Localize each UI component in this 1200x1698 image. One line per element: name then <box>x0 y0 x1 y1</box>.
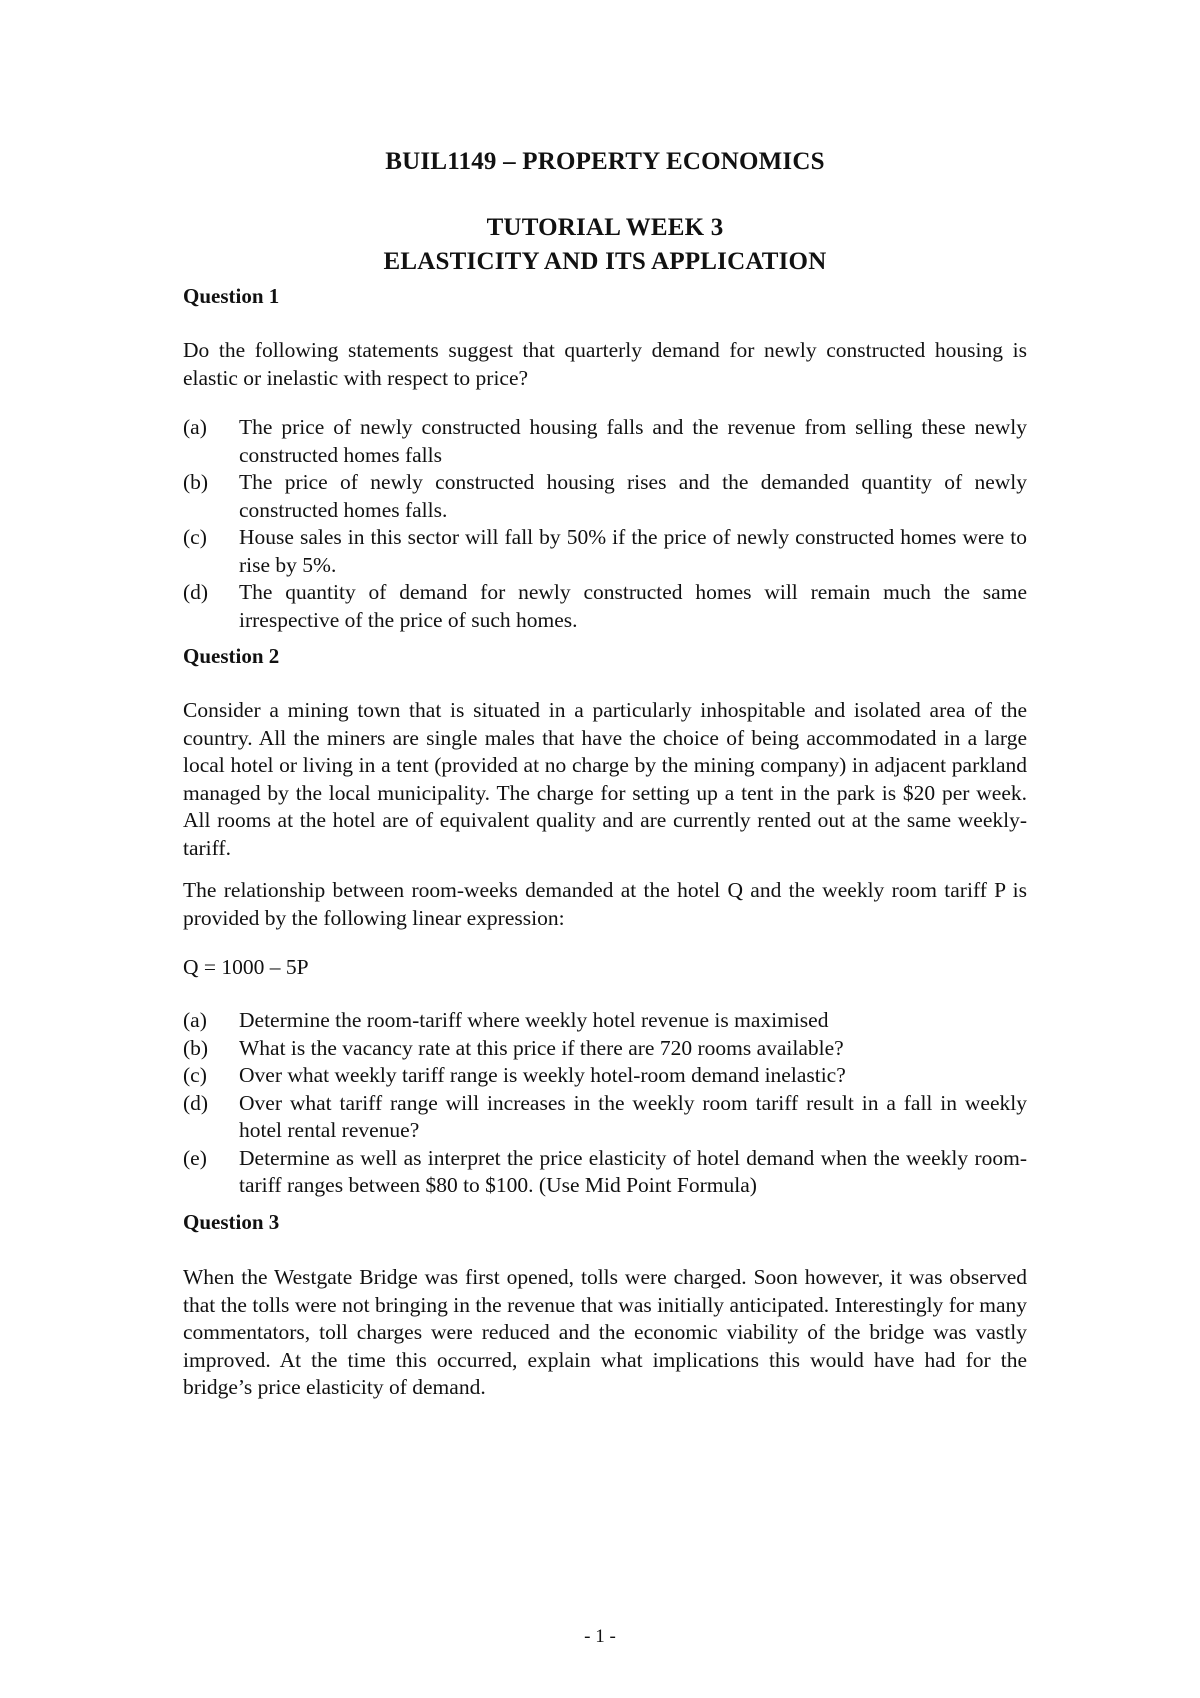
list-item <box>183 469 1027 524</box>
question-2-relationship: The relationship between room-weeks demanded at the hotel Q and the weekly room tariff P is provided by the following linear expression: <box>183 878 1027 930</box>
list-item <box>183 1090 1027 1145</box>
item-text: Determine the room-tariff where weekly hotel revenue is maximised <box>239 1008 829 1032</box>
list-item <box>183 524 1027 579</box>
item-label: (b) <box>183 1035 209 1060</box>
item-text: Over what tariff range will increases in the weekly room tariff result in a fall in weekly hotel rental revenue? <box>239 1090 1027 1142</box>
list-item <box>183 1062 1027 1090</box>
question-1-intro: Do the following statements suggest that quarterly demand for newly constructed housing is elastic or inelastic with respect to price? <box>183 338 1027 390</box>
list-item <box>183 1035 1027 1063</box>
list-item <box>183 1007 1027 1035</box>
item-label: (a) <box>183 415 207 439</box>
question-3-text: When the Westgate Bridge was first opened, tolls were charged. Soon however, it was observed that the tolls were not bringing in the revenue that was initially anticipated. Interestingly for many commentators, toll charges were reduced and the economic viability of the bridge was vastly improved. At the time this occurred, explain what implications this would have had for the bridge’s price elasticity of demand. <box>183 1265 1027 1399</box>
item-text: Over what weekly tariff range is weekly hotel-room demand inelastic? <box>239 1063 846 1087</box>
list-item <box>183 414 1027 469</box>
demand-formula: Q = 1000 – 5P <box>183 955 309 979</box>
item-label: (c) <box>183 525 207 549</box>
question-1-heading: Question 1 <box>183 284 280 308</box>
item-label: (e) <box>183 1145 207 1170</box>
topic-title: ELASTICITY AND ITS APPLICATION <box>383 248 827 275</box>
item-text: House sales in this sector will fall by 50% if the price of newly constructed homes were to rise by 5%. <box>239 525 1027 577</box>
item-text: Determine as well as interpret the price elasticity of hotel demand when the weekly room-tariff ranges between $80 to $100. (Use Mid Point Formula) <box>239 1145 1027 1197</box>
question-2-scenario: Consider a mining town that is situated in a particularly inhospitable and isolated area of the country. All the miners are single males that have the choice of being accommodated in a large local hotel or living in a tent (provided at no charge by the mining company) in adjacent parkland managed by the local municipality. The charge for setting up a tent in the park is $20 per week. All rooms at the hotel are of equivalent quality and are currently rented out at the same weekly-tariff. <box>183 698 1027 860</box>
item-text: The quantity of demand for newly constructed homes will remain much the same irrespective of the price of such homes. <box>239 580 1027 632</box>
item-text: The price of newly constructed housing falls and the revenue from selling these newly constructed homes falls <box>239 415 1027 467</box>
item-text: The price of newly constructed housing rises and the demanded quantity of newly constructed homes falls. <box>239 470 1027 522</box>
question-2-list <box>183 1007 1027 1200</box>
question-3-heading: Question 3 <box>183 1210 280 1234</box>
course-title: BUIL1149 – PROPERTY ECONOMICS <box>385 148 825 175</box>
item-label: (b) <box>183 470 209 494</box>
question-1-list <box>183 414 1027 634</box>
list-item <box>183 1145 1027 1200</box>
item-text: What is the vacancy rate at this price if there are 720 rooms available? <box>239 1035 844 1060</box>
item-label: (a) <box>183 1008 207 1032</box>
item-label: (c) <box>183 1063 207 1087</box>
page-number: - 1 - <box>584 1626 616 1647</box>
list-item <box>183 579 1027 634</box>
document-page <box>183 0 1027 1698</box>
tutorial-title: TUTORIAL WEEK 3 <box>486 214 724 241</box>
item-label: (d) <box>183 580 209 604</box>
question-2-heading: Question 2 <box>183 644 280 668</box>
item-label: (d) <box>183 1090 209 1115</box>
